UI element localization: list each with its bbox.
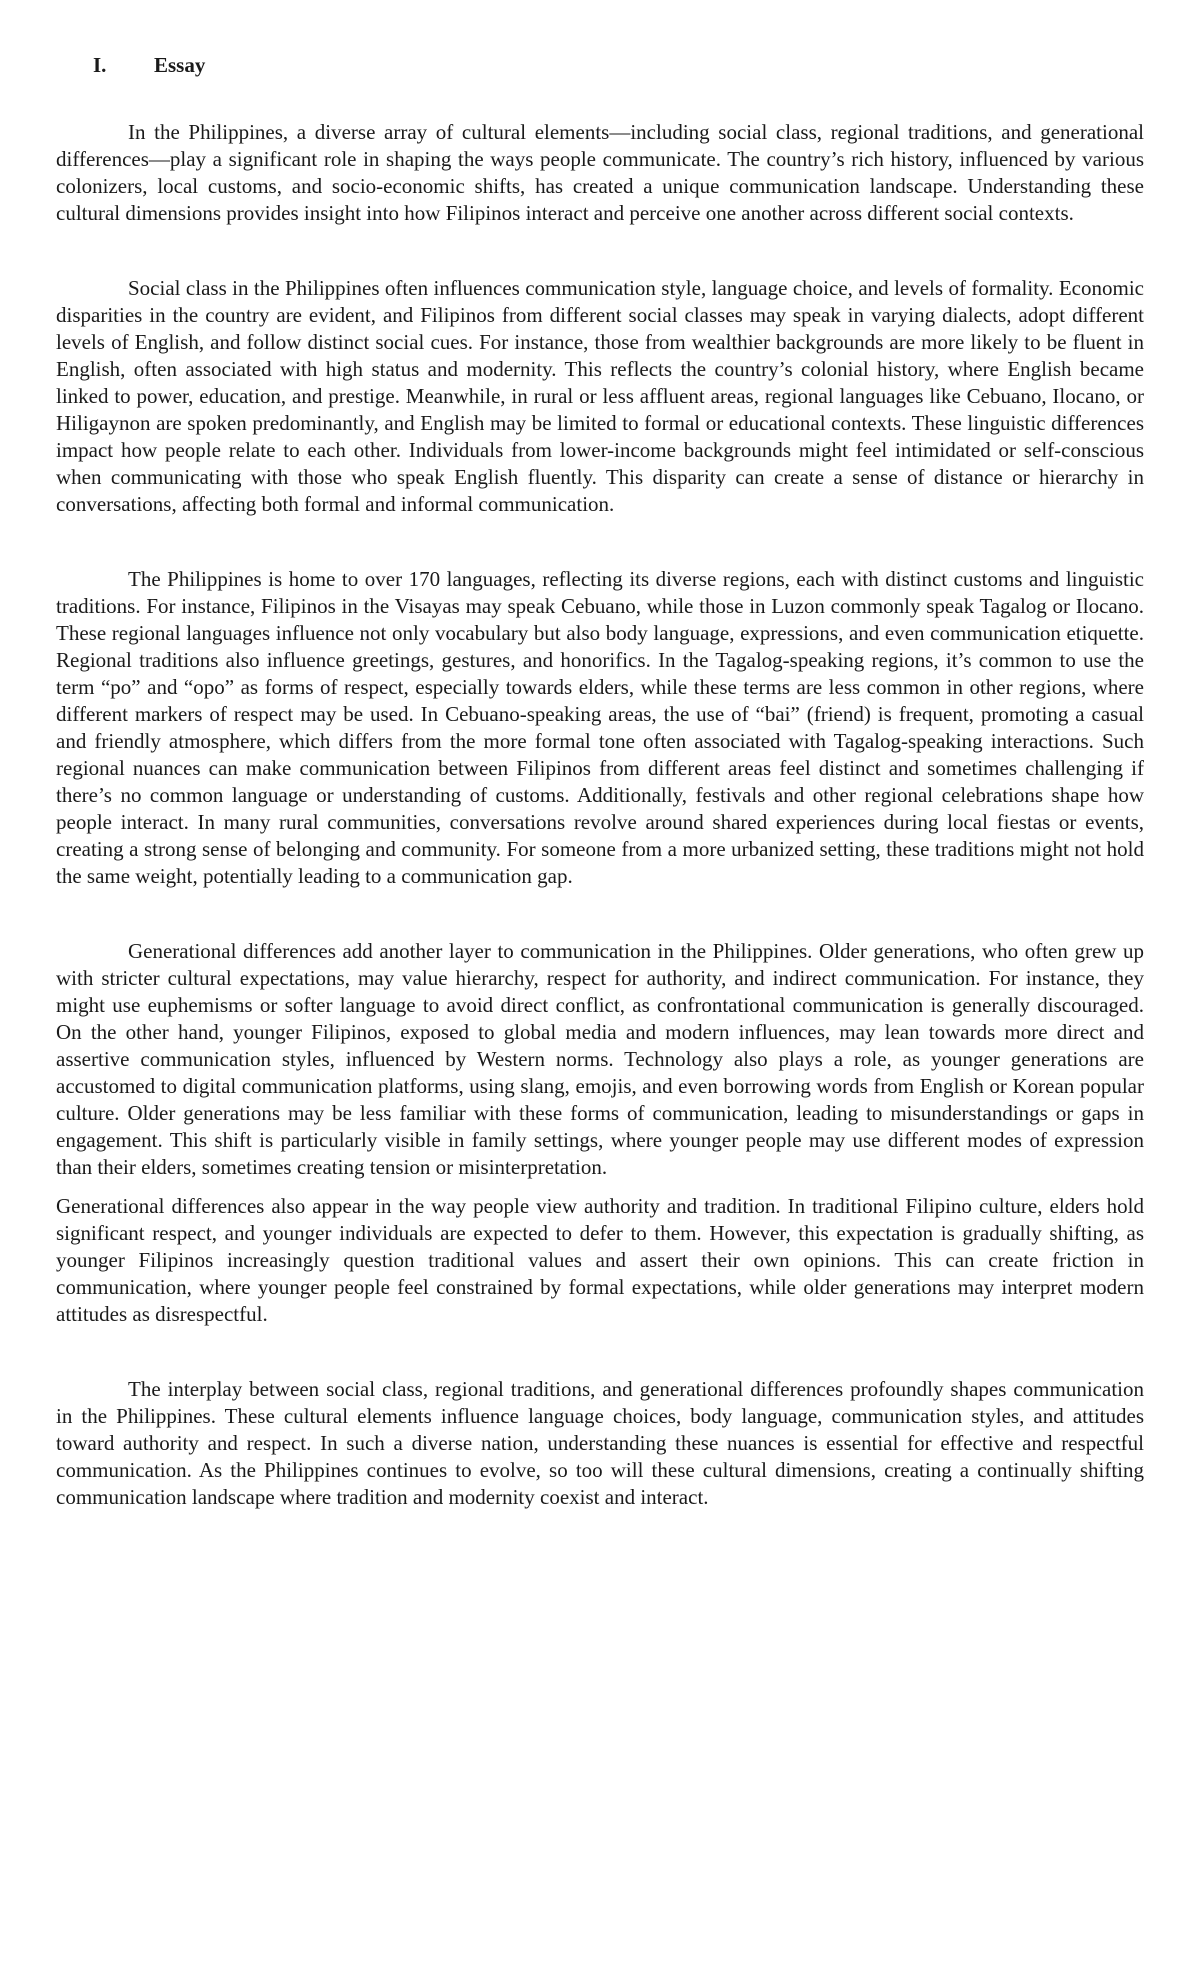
paragraph-conclusion: The interplay between social class, regional traditions, and generational differences profoundly shapes communication in the Philippines. These cultural elements influence language choices, body language, communication styles, and attitudes toward authority and respect. In such a diverse nation, understanding these nuances is essential for effective and respectful communication. As the Philippines continues to evolve, so too will these cultural dimensions, creating a continually shifting communication landscape where tradition and modernity coexist and interact. [56,1377,1144,1509]
paragraph-introduction: In the Philippines, a diverse array of cultural elements—including social class, regional traditions, and generational differences—play a significant role in shaping the ways people communicate. The country’s rich history, influenced by various colonizers, local customs, and socio-economic shifts, has created a unique communication landscape. Understanding these cultural dimensions provides insight into how Filipinos interact and perceive one another across different social contexts. [56,120,1144,225]
document-page [56,52,1144,1511]
paragraph-regional-traditions: The Philippines is home to over 170 languages, reflecting its diverse regions, each with distinct customs and linguistic traditions. For instance, Filipinos in the Visayas may speak Cebuano, while those in Luzon commonly speak Tagalog or Ilocano. These regional languages influence not only vocabulary but also body language, expressions, and even communication etiquette. Regional traditions also influence greetings, gestures, and honorifics. In the Tagalog-speaking regions, it’s common to use the term “po” and “opo” as forms of respect, especially towards elders, while these terms are less common in other regions, where different markers of respect may be used. In Cebuano-speaking areas, the use of “bai” (friend) is frequent, promoting a casual and friendly atmosphere, which differs from the more formal tone often associated with Tagalog-speaking interactions. Such regional nuances can make communication between Filipinos from different areas feel distinct and sometimes challenging if there’s no common language or understanding of customs. Additionally, festivals and other regional celebrations shape how people interact. In many rural communities, conversations revolve around shared experiences during local fiestas or events, creating a strong sense of belonging and community. For someone from a more urbanized setting, these traditions might not hold the same weight, potentially leading to a communication gap. [56,567,1144,888]
paragraph-social-class: Social class in the Philippines often influences communication style, language choice, and levels of formality. Economic disparities in the country are evident, and Filipinos from different social classes may speak in varying dialects, adopt different levels of English, and follow distinct social cues. For instance, those from wealthier backgrounds are more likely to be fluent in English, often associated with high status and modernity. This reflects the country’s colonial history, where English became linked to power, education, and prestige. Meanwhile, in rural or less affluent areas, regional languages like Cebuano, Ilocano, or Hiligaynon are spoken predominantly, and English may be limited to formal or educational contexts. These linguistic differences impact how people relate to each other. Individuals from lower-income backgrounds might feel intimidated or self-conscious when communicating with those who speak English fluently. This disparity can create a sense of distance or hierarchy in conversations, affecting both formal and informal communication. [56,276,1144,516]
paragraph-authority-tradition: Generational differences also appear in the way people view authority and tradition. In traditional Filipino culture, elders hold significant respect, and younger individuals are expected to defer to them. However, this expectation is gradually shifting, as younger Filipinos increasingly question traditional values and assert their own opinions. This can create friction in communication, where younger people feel constrained by formal expectations, while older generations may interpret modern attitudes as disrespectful. [56,1194,1144,1326]
section-heading [56,52,1144,79]
section-title: Essay [154,53,206,77]
section-number: I. [93,53,107,77]
paragraph-generational-differences: Generational differences add another layer to communication in the Philippines. Older generations, who often grew up with stricter cultural expectations, may value hierarchy, respect for authority, and indirect communication. For instance, they might use euphemisms or softer language to avoid direct conflict, as confrontational communication is generally discouraged. On the other hand, younger Filipinos, exposed to global media and modern influences, may lean towards more direct and assertive communication styles, influenced by Western norms. Technology also plays a role, as younger generations are accustomed to digital communication platforms, using slang, emojis, and even borrowing words from English or Korean popular culture. Older generations may be less familiar with these forms of communication, leading to misunderstandings or gaps in engagement. This shift is particularly visible in family settings, where younger people may use different modes of expression than their elders, sometimes creating tension or misinterpretation. [56,939,1144,1179]
